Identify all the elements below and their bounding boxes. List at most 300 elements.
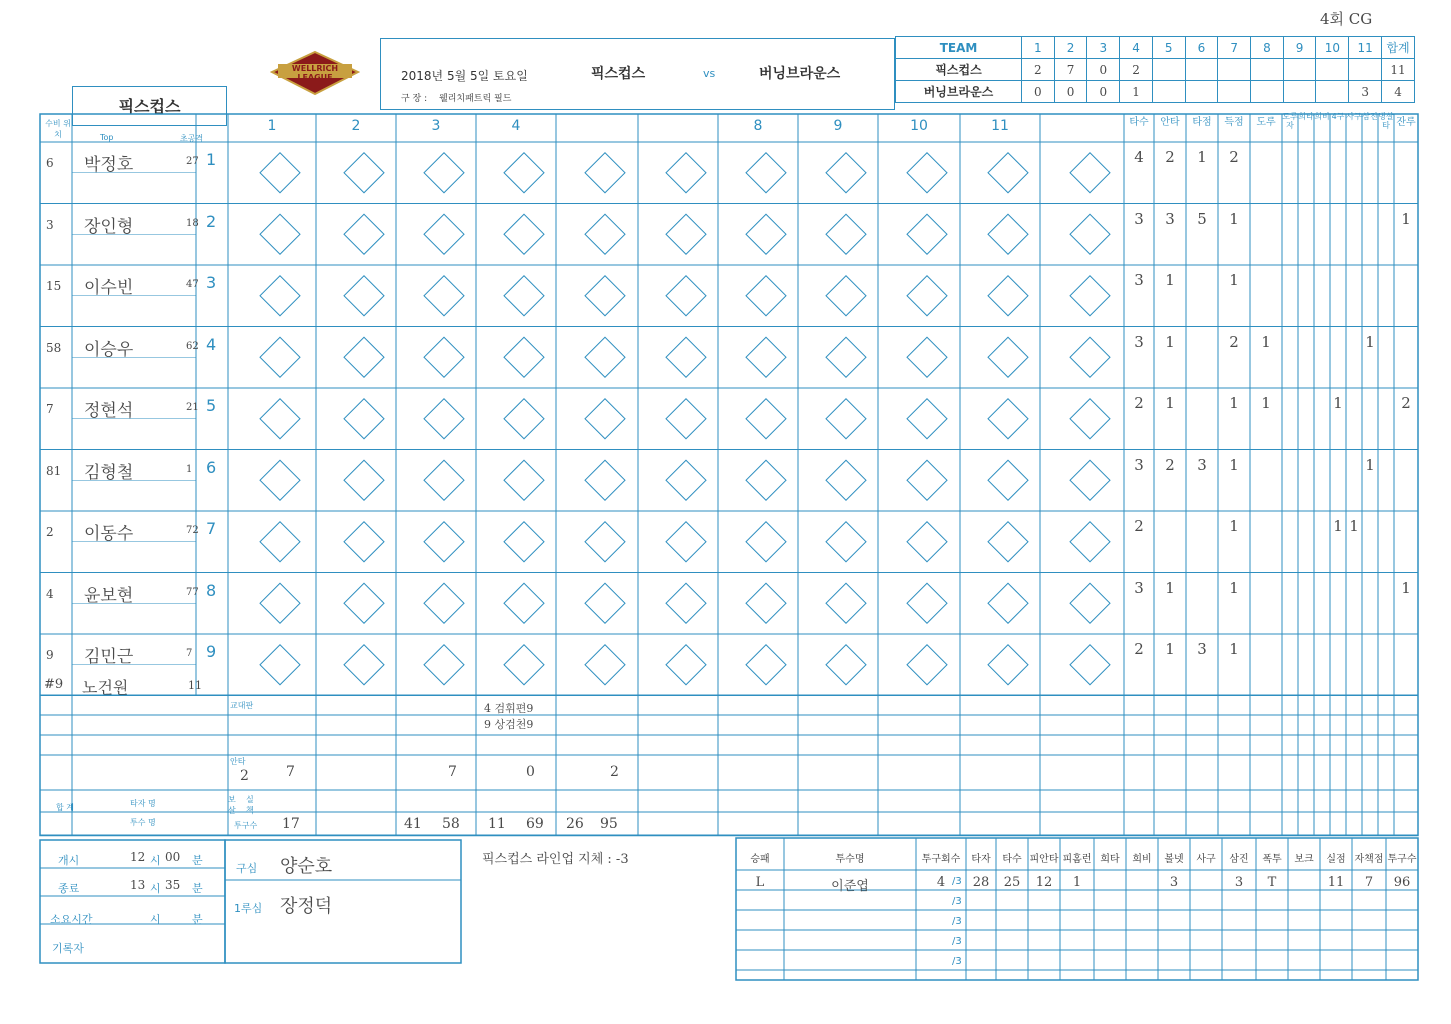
sb-total: 4 xyxy=(1382,81,1415,103)
errors-label: 실책 xyxy=(246,795,254,815)
batter-stat: 3 xyxy=(1197,455,1207,474)
sb-score: 0 xyxy=(1054,81,1087,103)
base-diamond xyxy=(826,583,866,623)
hits-label: 안타 xyxy=(230,757,246,766)
sb-inning: 9 xyxy=(1283,37,1316,59)
batter-stat: 1 xyxy=(1197,148,1207,166)
inning-header: 3 xyxy=(431,118,441,134)
batter-stat: 2 xyxy=(1401,394,1411,412)
venue: 웰리치패트릭 필드 xyxy=(439,94,512,104)
sb-inning: 11 xyxy=(1349,37,1382,59)
subs-note-2: 9 상검천9 xyxy=(484,718,534,731)
chief-ump-label: 구심 xyxy=(236,862,258,875)
batter-num: 1 xyxy=(186,463,193,475)
batter-stat: 2 xyxy=(1165,148,1175,166)
pitching-cell-bb: 3 xyxy=(1169,875,1179,890)
pitching-header: 타수 xyxy=(1002,854,1022,865)
inning-hits: 0 xyxy=(526,764,535,780)
batter-stat: 3 xyxy=(1165,209,1175,228)
first-ump-label: 1루심 xyxy=(234,902,263,915)
batter-stat: 2 xyxy=(1134,394,1144,412)
batting-order: 6 xyxy=(206,457,217,477)
base-diamond xyxy=(260,645,300,685)
base-diamond xyxy=(504,399,544,439)
sb-total: 11 xyxy=(1382,59,1415,81)
batter-pos: 81 xyxy=(46,463,62,478)
base-diamond xyxy=(504,276,544,316)
base-diamond xyxy=(666,399,706,439)
base-diamond xyxy=(585,276,625,316)
sb-inning: 8 xyxy=(1251,37,1284,59)
base-diamond xyxy=(907,522,947,562)
pitching-header: 보크 xyxy=(1294,854,1314,865)
batter-stat: 1 xyxy=(1165,640,1175,658)
stat-header: 도루 xyxy=(1256,117,1276,128)
inning-hits: 2 xyxy=(240,768,249,784)
batter-name: 이수빈 xyxy=(84,278,134,298)
base-diamond xyxy=(260,583,300,623)
pitching-header: 피안타 xyxy=(1029,854,1059,865)
base-diamond xyxy=(746,645,786,685)
batter-num: 21 xyxy=(186,402,199,413)
batter-stat: 3 xyxy=(1134,209,1144,228)
team-label: TEAM xyxy=(896,37,1022,59)
batter-name: 김형철 xyxy=(84,462,134,483)
sub-label: 교대판 xyxy=(230,701,254,710)
batter-pos: 6 xyxy=(46,156,54,170)
batter-pos: 4 xyxy=(46,586,54,601)
base-diamond xyxy=(424,460,464,500)
start-min: 00 xyxy=(165,850,181,864)
base-diamond xyxy=(988,337,1028,377)
batter-name: 이승우 xyxy=(84,339,134,360)
end-min-unit: 분 xyxy=(192,882,203,895)
batter-stat: 1 xyxy=(1401,578,1411,597)
sb-inning: 2 xyxy=(1054,37,1087,59)
batter-stat: 3 xyxy=(1134,578,1144,597)
base-diamond xyxy=(826,460,866,500)
pitching-header: 투수명 xyxy=(835,854,865,865)
batting-order: 7 xyxy=(206,519,217,538)
batter-stat: 1 xyxy=(1349,517,1359,535)
pitching-header: 자책점 xyxy=(1354,854,1384,865)
stat-header: 사구 xyxy=(1346,112,1362,121)
base-diamond xyxy=(504,583,544,623)
totals-batters-label: 타자 명 xyxy=(130,799,156,808)
sb-inning: 5 xyxy=(1152,37,1185,59)
duration-hour-unit: 시 xyxy=(150,913,161,926)
sb-inning: 10 xyxy=(1316,37,1349,59)
base-diamond xyxy=(907,153,947,193)
batter-stat: 3 xyxy=(1134,455,1144,474)
inning-header: 10 xyxy=(910,118,928,134)
subs-note-1: 4 검휘편9 xyxy=(484,702,534,715)
base-diamond xyxy=(826,153,866,193)
pitch-count: 26 xyxy=(566,816,584,832)
base-diamond xyxy=(826,276,866,316)
base-diamond xyxy=(746,276,786,316)
pitch-count: 17 xyxy=(282,816,300,832)
pitching-header: 희타 xyxy=(1100,854,1120,865)
stat-header: 도루자 xyxy=(1282,112,1298,130)
base-diamond xyxy=(666,645,706,685)
batter-pos: 58 xyxy=(46,340,62,355)
batter-name: 박정호 xyxy=(84,155,134,175)
base-diamond xyxy=(666,214,706,254)
ip-fraction: /3 xyxy=(952,916,962,927)
base-diamond xyxy=(504,460,544,500)
base-diamond xyxy=(907,276,947,316)
pitching-cell-pitches: 96 xyxy=(1393,875,1411,890)
stat-header: 타수 xyxy=(1129,117,1149,128)
base-diamond xyxy=(585,214,625,254)
base-diamond xyxy=(1070,337,1110,377)
batter-stat: 1 xyxy=(1229,394,1239,412)
batter-stat: 1 xyxy=(1229,271,1239,289)
start-label: 개시 xyxy=(58,854,80,867)
base-diamond xyxy=(1070,645,1110,685)
base-diamond xyxy=(260,153,300,193)
batting-order: 9 xyxy=(206,642,217,661)
base-diamond xyxy=(907,214,947,254)
base-diamond xyxy=(344,522,384,562)
sb-score: 1 xyxy=(1120,81,1153,103)
pitch-count: 11 xyxy=(488,816,506,832)
batting-order: 2 xyxy=(206,211,217,231)
batter-num: 72 xyxy=(186,525,199,536)
batter-stat: 1 xyxy=(1229,578,1239,597)
base-diamond xyxy=(585,337,625,377)
chief-ump: 양순호 xyxy=(280,856,333,877)
base-diamond xyxy=(746,399,786,439)
duration-label: 소요시간 xyxy=(50,913,93,926)
totals-label: 합 계 xyxy=(56,803,74,812)
base-diamond xyxy=(585,645,625,685)
base-diamond xyxy=(988,276,1028,316)
pitching-cell-ip: 4 xyxy=(936,875,946,890)
base-diamond xyxy=(344,645,384,685)
base-diamond xyxy=(666,522,706,562)
batter-pos: 2 xyxy=(46,525,54,539)
inning-header: 8 xyxy=(753,118,763,134)
pitching-cell-batters: 28 xyxy=(972,875,990,890)
inning-header: 4 xyxy=(511,118,521,134)
base-diamond xyxy=(344,460,384,500)
inning-header: 2 xyxy=(351,118,361,134)
base-diamond xyxy=(424,583,464,623)
end-min: 35 xyxy=(165,878,181,892)
pitching-header: 폭투 xyxy=(1262,854,1282,865)
pitching-header: 타자 xyxy=(971,854,991,865)
base-diamond xyxy=(988,460,1028,500)
sb-score: 3 xyxy=(1349,81,1382,103)
base-diamond xyxy=(344,399,384,439)
batter-stat: 1 xyxy=(1165,332,1175,351)
base-diamond xyxy=(988,214,1028,254)
start-min-unit: 분 xyxy=(192,854,203,867)
base-diamond xyxy=(1070,214,1110,254)
pitching-header: 투구회수 xyxy=(921,854,961,865)
away-team: 버닝브라운스 xyxy=(759,66,841,82)
base-diamond xyxy=(746,522,786,562)
batter-num: 77 xyxy=(186,586,199,598)
sb-score: 2 xyxy=(1120,59,1153,81)
pitching-header: 피홈런 xyxy=(1062,854,1092,865)
base-diamond xyxy=(826,645,866,685)
base-diamond xyxy=(907,460,947,500)
sb-score: 7 xyxy=(1054,59,1087,81)
lineup-delay-note: 픽스컵스 라인업 지체 : -3 xyxy=(482,852,629,867)
base-diamond xyxy=(746,460,786,500)
batter-pos: 3 xyxy=(46,217,54,232)
batter-stat: 1 xyxy=(1261,332,1271,351)
base-diamond xyxy=(344,276,384,316)
batter-num: 18 xyxy=(186,217,199,229)
stat-header: 삼진 xyxy=(1362,112,1378,121)
base-diamond xyxy=(424,522,464,562)
pitching-cell-hits: 12 xyxy=(1035,875,1053,890)
logo-text: WELLRICH LEAGUE xyxy=(291,64,339,82)
stat-header: 병살타 xyxy=(1378,112,1394,130)
start-hour: 12 xyxy=(130,850,146,864)
base-diamond xyxy=(424,337,464,377)
base-diamond xyxy=(585,153,625,193)
base-diamond xyxy=(988,583,1028,623)
sub-batter-name: 노건원 xyxy=(82,678,129,697)
base-diamond xyxy=(504,214,544,254)
inning-header: 9 xyxy=(833,118,843,134)
pitching-cell-er: 7 xyxy=(1364,875,1374,890)
base-diamond xyxy=(746,583,786,623)
sb-inning: 3 xyxy=(1087,37,1120,59)
base-diamond xyxy=(585,460,625,500)
sb-inning: 6 xyxy=(1185,37,1218,59)
pitching-cell-wp: T xyxy=(1267,875,1277,890)
batting-order: 1 xyxy=(206,150,217,169)
batting-order: 5 xyxy=(206,396,217,415)
stat-header: 득점 xyxy=(1224,117,1244,128)
base-diamond xyxy=(1070,399,1110,439)
batter-stat: 2 xyxy=(1134,517,1144,535)
batting-order: 4 xyxy=(206,334,217,354)
base-diamond xyxy=(907,583,947,623)
batter-stat: 1 xyxy=(1333,517,1343,535)
ip-fraction: /3 xyxy=(952,896,962,907)
base-diamond xyxy=(424,214,464,254)
inning-hits: 7 xyxy=(286,764,295,780)
end-label: 종료 xyxy=(58,882,80,895)
pitching-cell-so: 3 xyxy=(1234,875,1244,890)
base-diamond xyxy=(1070,153,1110,193)
sub-batter-num: 11 xyxy=(188,679,202,692)
batter-name: 이동수 xyxy=(84,524,134,544)
pitching-header: 사구 xyxy=(1196,854,1216,865)
batter-stat: 1 xyxy=(1365,332,1375,351)
pitch-count: 69 xyxy=(526,816,544,832)
pitching-cell-result: L xyxy=(755,875,765,890)
end-hour-unit: 시 xyxy=(150,882,161,895)
base-diamond xyxy=(260,276,300,316)
pitch-count: 95 xyxy=(600,816,618,832)
base-diamond xyxy=(504,337,544,377)
sb-score: 2 xyxy=(1022,59,1055,81)
batter-num: 7 xyxy=(186,648,193,659)
sb-inning: 7 xyxy=(1218,37,1251,59)
batter-stat: 1 xyxy=(1165,271,1175,289)
base-diamond xyxy=(424,645,464,685)
batter-name: 김민근 xyxy=(84,647,134,667)
base-diamond xyxy=(666,583,706,623)
base-diamond xyxy=(504,645,544,685)
batting-order: 3 xyxy=(206,273,217,292)
batter-stat: 1 xyxy=(1165,394,1175,412)
pitching-cell-ab: 25 xyxy=(1003,875,1021,890)
stat-header: 안타 xyxy=(1160,117,1180,128)
base-diamond xyxy=(907,399,947,439)
recorder-label: 기록자 xyxy=(52,942,84,955)
inning-header: 1 xyxy=(267,118,277,134)
base-diamond xyxy=(666,337,706,377)
batter-stat: 1 xyxy=(1261,394,1271,412)
base-diamond xyxy=(260,460,300,500)
base-diamond xyxy=(424,276,464,316)
batter-stat: 1 xyxy=(1229,517,1239,535)
base-diamond xyxy=(988,522,1028,562)
first-ump: 장정덕 xyxy=(280,896,333,917)
pitch-count: 58 xyxy=(442,816,460,832)
sb-score: 0 xyxy=(1087,81,1120,103)
top-header: Top xyxy=(100,133,114,142)
base-diamond xyxy=(907,337,947,377)
sub-batter-pos: #9 xyxy=(44,677,64,692)
inning-hits: 7 xyxy=(448,764,457,780)
base-diamond xyxy=(826,522,866,562)
base-diamond xyxy=(1070,522,1110,562)
base-diamond xyxy=(260,522,300,562)
base-diamond xyxy=(424,399,464,439)
base-diamond xyxy=(826,399,866,439)
walks-label: 보살 xyxy=(228,795,236,815)
pitch-count-label: 투구수 xyxy=(234,821,258,830)
pos-header: 수비 위치 xyxy=(45,119,71,139)
base-diamond xyxy=(1070,460,1110,500)
sb-inning: 1 xyxy=(1022,37,1055,59)
sb-total-label: 합계 xyxy=(1382,37,1415,59)
sb-team-away: 버닝브라운스 xyxy=(896,81,1022,103)
batter-stat: 1 xyxy=(1229,455,1239,474)
batter-pos: 7 xyxy=(46,402,54,416)
base-diamond xyxy=(504,153,544,193)
base-diamond xyxy=(826,337,866,377)
sb-score: 0 xyxy=(1022,81,1055,103)
batter-num: 47 xyxy=(186,279,199,290)
base-diamond xyxy=(826,214,866,254)
pitch-count: 41 xyxy=(404,816,422,832)
base-diamond xyxy=(988,153,1028,193)
base-diamond xyxy=(746,337,786,377)
stat-header: 타점 xyxy=(1192,117,1212,128)
batter-stat: 1 xyxy=(1365,455,1375,474)
batter-stat: 5 xyxy=(1197,209,1207,228)
batter-stat: 3 xyxy=(1197,640,1207,658)
batter-stat: 2 xyxy=(1229,332,1239,351)
batter-name: 윤보현 xyxy=(84,585,134,606)
base-diamond xyxy=(1070,583,1110,623)
base-diamond xyxy=(666,460,706,500)
sb-inning: 4 xyxy=(1120,37,1153,59)
pitching-header: 실점 xyxy=(1326,854,1346,865)
vs-label: vs xyxy=(703,67,716,80)
stat-header: 희비 xyxy=(1314,112,1330,121)
pitching-header: 볼넷 xyxy=(1164,854,1184,865)
game-date: 2018년 5월 5일 토요일 xyxy=(401,69,528,83)
stat-header: 희타 xyxy=(1298,112,1314,121)
stat-header: 잔루 xyxy=(1396,117,1416,128)
venue-label: 구 장 : xyxy=(401,94,428,104)
pitching-header: 삼진 xyxy=(1229,854,1249,865)
batter-stat: 2 xyxy=(1229,148,1239,166)
base-diamond xyxy=(260,214,300,254)
base-diamond xyxy=(666,153,706,193)
duration-min-unit: 분 xyxy=(192,913,203,926)
pitching-header: 승패 xyxy=(750,854,770,865)
batter-stat: 1 xyxy=(1333,394,1343,412)
batter-stat: 2 xyxy=(1165,455,1175,474)
corner-note: 4회 CG xyxy=(1320,10,1373,28)
home-team: 픽스컵스 xyxy=(591,66,646,82)
base-diamond xyxy=(504,522,544,562)
ip-fraction: /3 xyxy=(952,956,962,967)
start-hour-unit: 시 xyxy=(150,854,161,867)
base-diamond xyxy=(988,645,1028,685)
base-diamond xyxy=(988,399,1028,439)
base-diamond xyxy=(585,399,625,439)
base-diamond xyxy=(907,645,947,685)
batter-stat: 4 xyxy=(1134,148,1144,166)
base-diamond xyxy=(666,276,706,316)
batter-name: 장인형 xyxy=(84,216,134,237)
base-diamond xyxy=(344,583,384,623)
batter-stat: 1 xyxy=(1401,209,1411,228)
base-diamond xyxy=(344,214,384,254)
ip-fraction: /3 xyxy=(952,876,962,887)
end-hour: 13 xyxy=(130,878,146,892)
base-diamond xyxy=(585,522,625,562)
uniform-header: 초공격 xyxy=(180,134,204,143)
ip-fraction: /3 xyxy=(952,936,962,947)
pitching-header: 투구수 xyxy=(1387,854,1417,865)
base-diamond xyxy=(746,153,786,193)
pitching-cell-hr: 1 xyxy=(1072,875,1082,890)
sb-score: 0 xyxy=(1087,59,1120,81)
totals-pitchers-label: 투수 명 xyxy=(130,818,156,827)
base-diamond xyxy=(1070,276,1110,316)
base-diamond xyxy=(585,583,625,623)
batter-stat: 1 xyxy=(1165,578,1175,597)
batter-name: 정현석 xyxy=(84,401,134,421)
inning-header: 11 xyxy=(991,118,1009,134)
pitching-header: 희비 xyxy=(1132,854,1152,865)
batter-stat: 3 xyxy=(1134,271,1144,289)
batter-pos: 15 xyxy=(46,279,62,293)
lineup-team-name: 픽스컵스 xyxy=(72,86,227,126)
base-diamond xyxy=(260,399,300,439)
pitching-cell-r: 11 xyxy=(1327,875,1345,890)
sb-team-home: 픽스컵스 xyxy=(896,59,1022,81)
base-diamond xyxy=(344,153,384,193)
batter-stat: 2 xyxy=(1134,640,1144,658)
pitching-cell-name: 이준엽 xyxy=(831,879,869,894)
